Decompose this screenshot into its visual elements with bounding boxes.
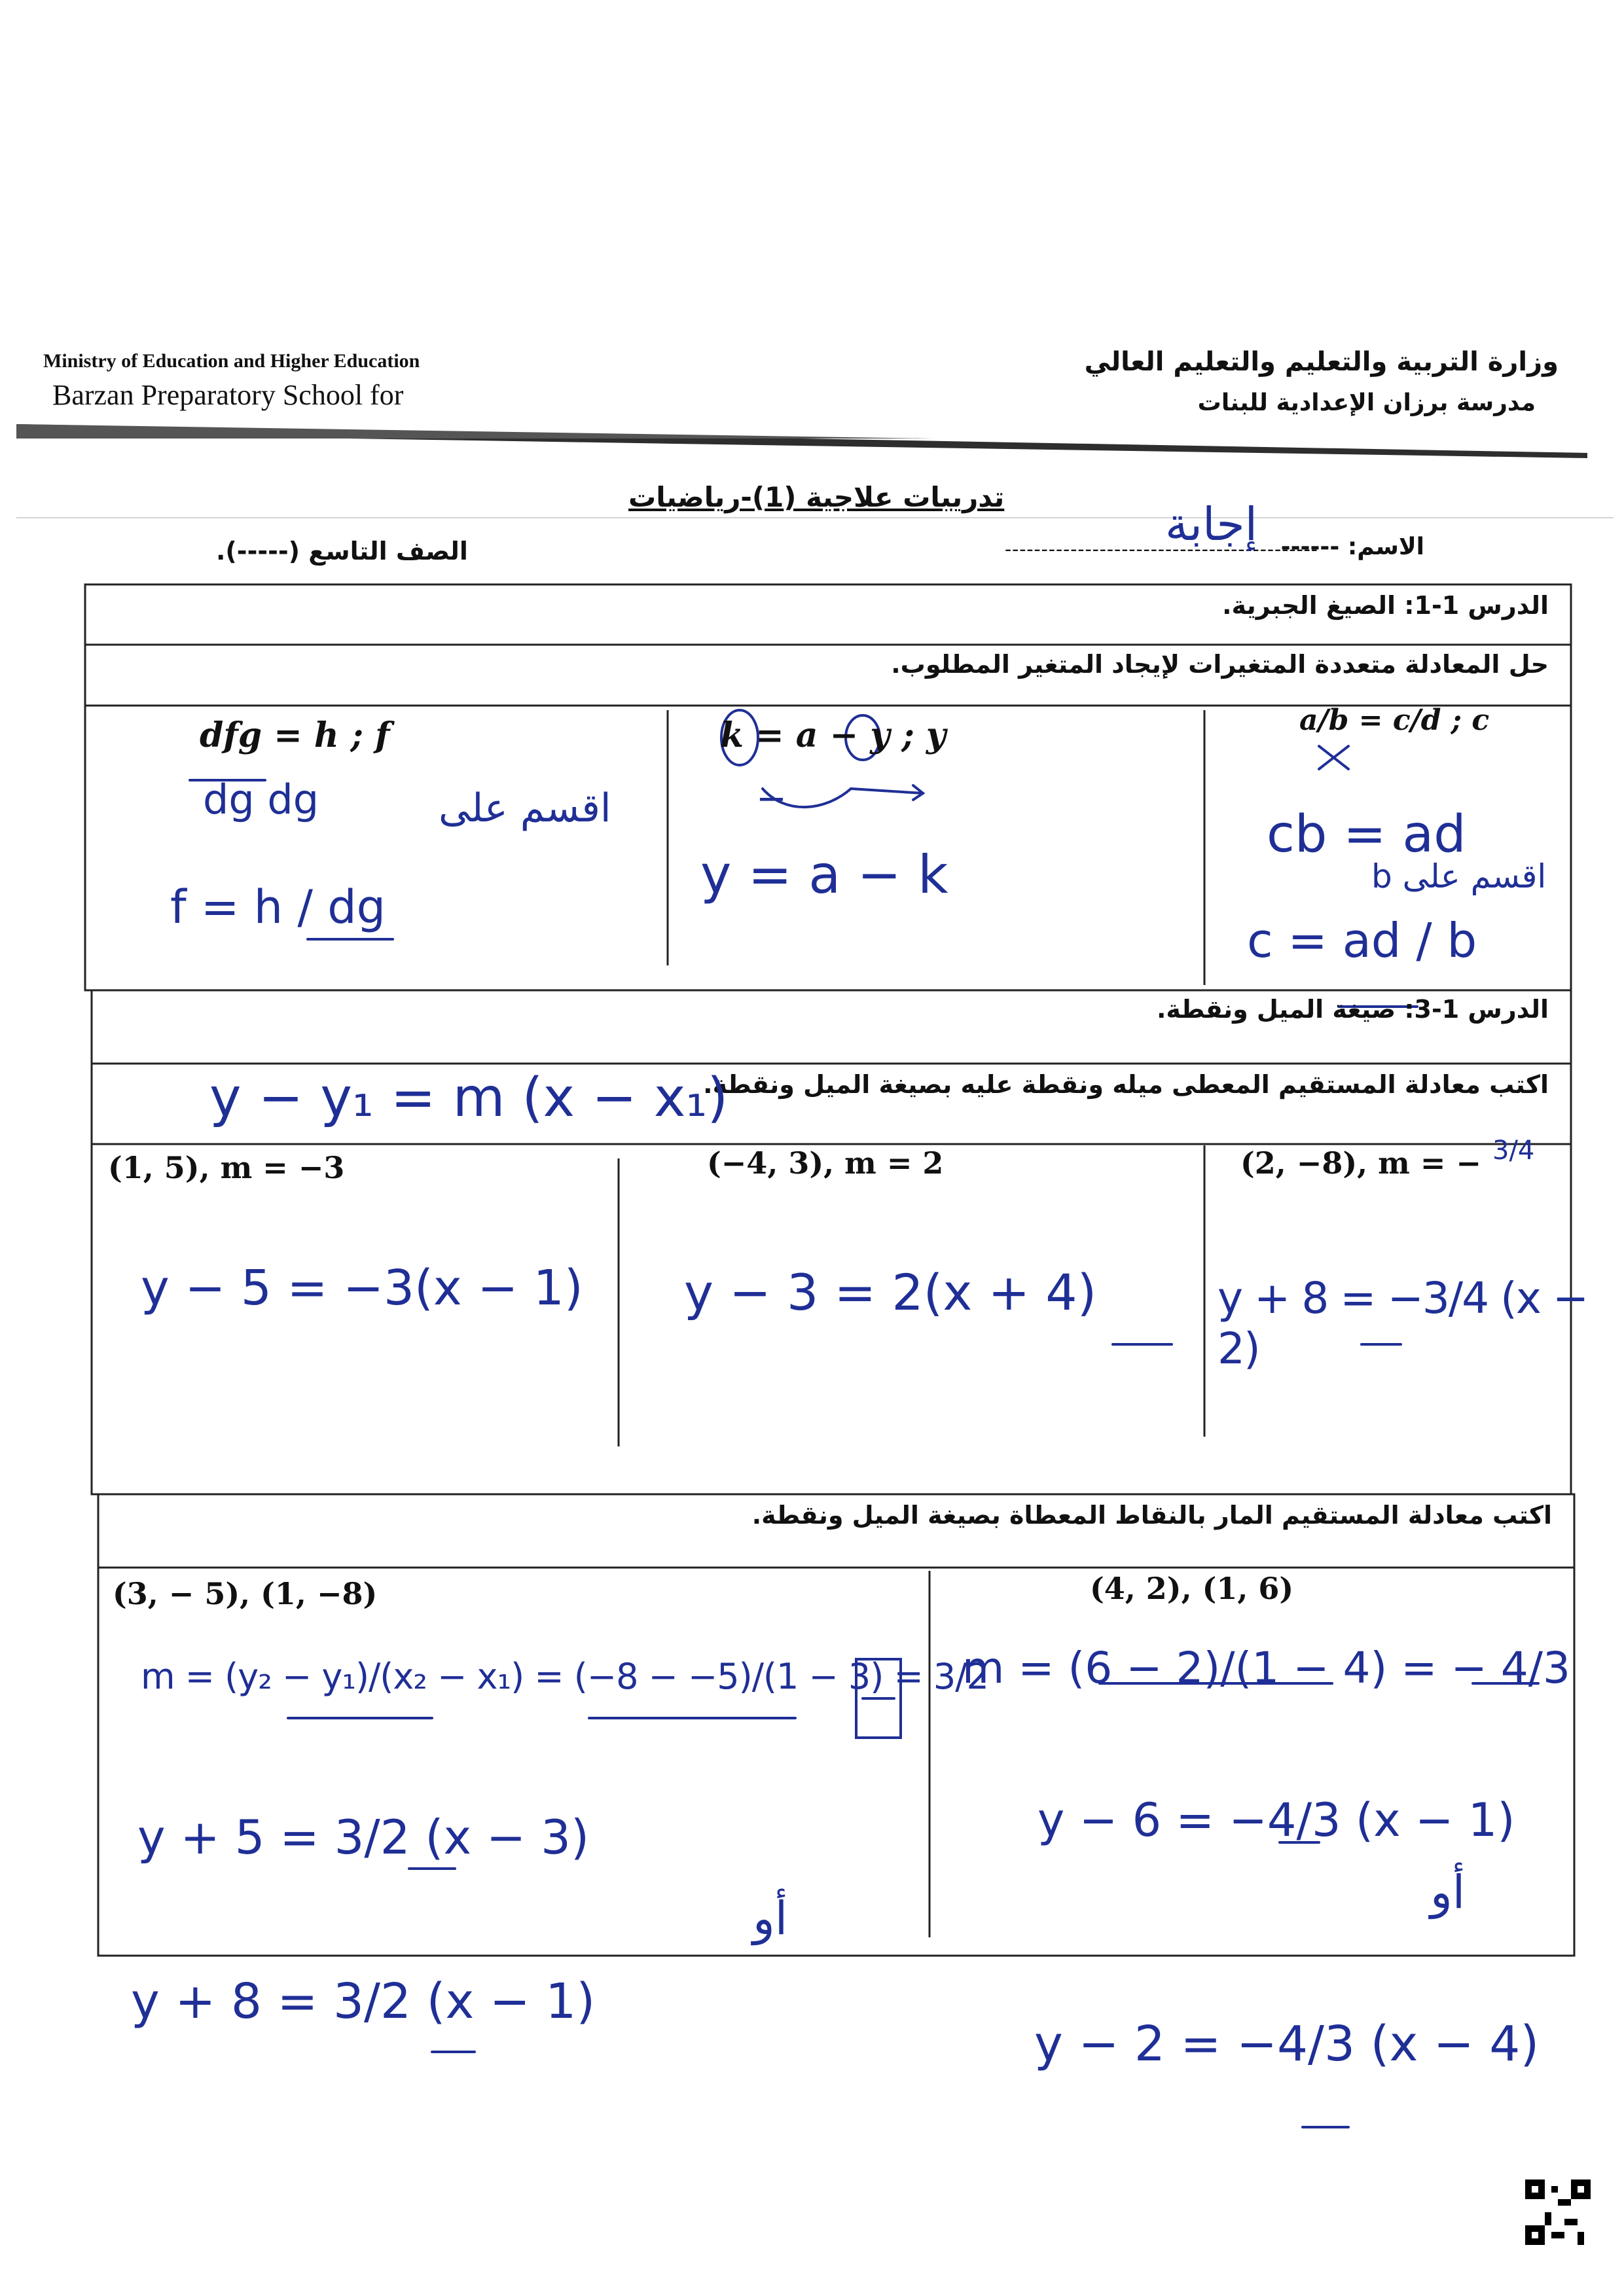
point-slope-formula: y − y₁ = m (x − x₁) — [209, 1067, 729, 1129]
problem7-alt-answer: y + 8 = 3/2 (x − 1) — [131, 1973, 596, 2030]
lesson1-heading: الدرس 1-1: الصيغ الجبرية. — [1222, 591, 1549, 620]
problem3-work-1: cb = ad — [1267, 805, 1466, 864]
problem3-work-2: اقسم على b — [1371, 857, 1547, 895]
ministry-name-ar: وزارة التربية والتعليم والتعليم العالي — [1084, 347, 1559, 377]
problem6-given-fraction: 3/4 — [1492, 1136, 1535, 1166]
lesson1-instruction: حل المعادلة متعددة المتغيرات لإيجاد المتغير المطلوب. — [891, 650, 1549, 679]
problem8-or: أو — [1430, 1865, 1466, 1919]
problem1-work-3: اقسم على — [439, 785, 611, 831]
problem6-answer: y + 8 = −3/4 (x − 2) — [1218, 1273, 1588, 1374]
school-name-en: Barzan Preparatory School for — [52, 379, 404, 411]
problem7-given: (3, − 5), (1, −8) — [113, 1576, 378, 1611]
name-blank: ------------------------------------------- — [1005, 538, 1318, 561]
problem4-given: (1, 5), m = −3 — [108, 1150, 345, 1185]
problem7-slope: m = (y₂ − y₁)/(x₂ − x₁) = (−8 − −5)/(1 − 3) = 3/2 — [141, 1656, 988, 1697]
problem2-work-1: − — [756, 778, 787, 820]
problem1-work-1: dg dg — [203, 776, 319, 823]
problem8-answer: y − 6 = −4/3 (x − 1) — [1038, 1793, 1515, 1847]
problem2-equation: k = a − y ; y — [720, 715, 947, 755]
school-name-ar: مدرسة برزان الإعدادية للبنات — [1197, 389, 1536, 416]
problem4-answer: y − 5 = −3(x − 1) — [141, 1260, 583, 1316]
name-handwritten: إجابة — [1165, 497, 1258, 551]
ministry-name-en: Ministry of Education and Higher Education — [43, 350, 420, 372]
problem7-or: أو — [753, 1892, 788, 1945]
problem3-equation: a/b = c/d ; c — [1299, 704, 1490, 737]
problem1-work-4: f = h / dg — [170, 880, 386, 934]
lesson2-instruction: اكتب معادلة المستقيم المعطى ميله ونقطة عليه بصيغة الميل ونقطة. — [703, 1070, 1549, 1099]
problem1-equation: dfg = h ; f — [200, 715, 390, 755]
name-label: الاسم: ------ — [1280, 533, 1424, 560]
problem6-given: (2, −8), m = − — [1240, 1145, 1481, 1181]
problem8-given: (4, 2), (1, 6) — [1090, 1571, 1294, 1606]
worksheet-title: تدريبات علاجية (1)-رياضيات — [628, 481, 1005, 513]
qr-code — [1525, 2179, 1591, 2245]
problem3-work-3: c = ad / b — [1247, 913, 1477, 968]
problem5-answer: y − 3 = 2(x + 4) — [684, 1263, 1097, 1321]
problem5-given: (−4, 3), m = 2 — [707, 1145, 944, 1181]
lesson3-instruction: اكتب معادلة المستقيم المار بالنقاط المعطاة بصيغة الميل ونقطة. — [751, 1501, 1552, 1530]
lesson2-heading: الدرس 1-3: صيغة الميل ونقطة. — [1156, 995, 1549, 1024]
grade-label: الصف التاسع (-----). — [216, 537, 468, 565]
problem2-work-2: y = a − k — [700, 844, 948, 905]
problem8-alt-answer: y − 2 = −4/3 (x − 4) — [1034, 2016, 1540, 2072]
problem8-slope: m = (6 − 2)/(1 − 4) = − 4/3 — [962, 1643, 1571, 1693]
problem7-answer: y + 5 = 3/2 (x − 3) — [137, 1810, 590, 1865]
